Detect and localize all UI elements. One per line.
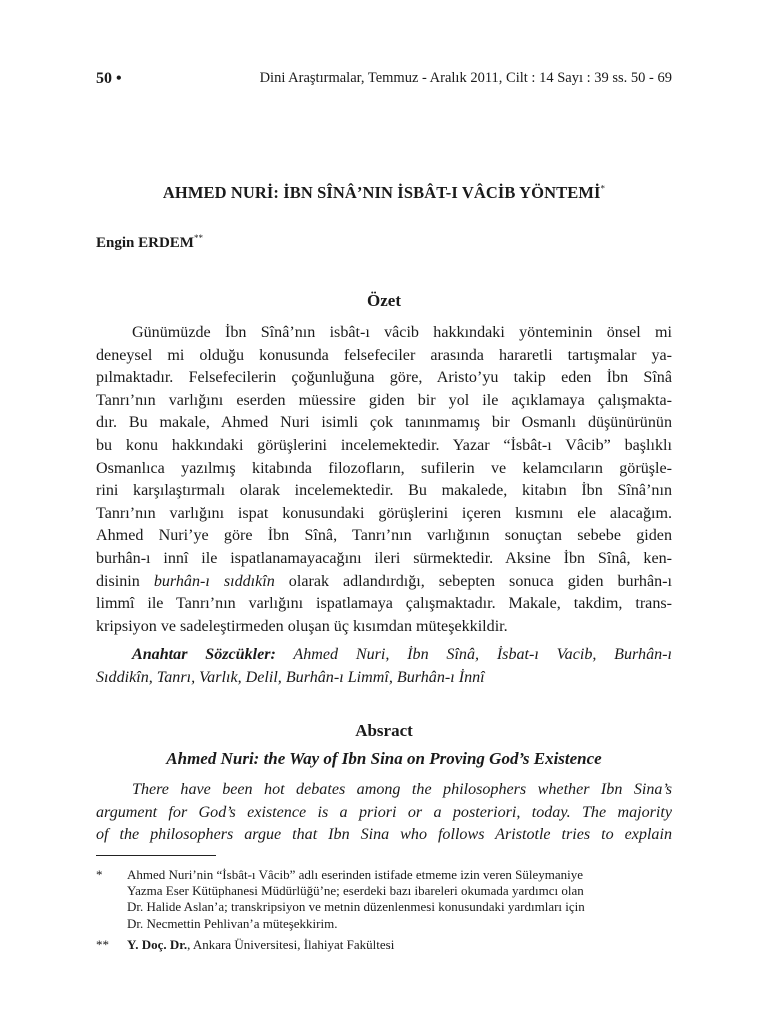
keywords	[96, 644, 672, 689]
author-name: Engin ERDEM	[96, 235, 194, 251]
footnote-mark: **	[96, 937, 109, 952]
footnote-text	[127, 867, 672, 932]
abstract-line: There have been hot debates among the philosophers whether Ibn Sina’s	[132, 781, 672, 798]
running-header	[96, 70, 672, 90]
footnote-mark: *	[96, 867, 103, 882]
ozet-line: pılmaktadır. Felsefecilerin çoğunluğuna göre, Aristo’yu takip eden İbn Sînâ	[96, 369, 672, 387]
title-footnote-mark: *	[600, 183, 606, 194]
ozet-line	[96, 571, 672, 594]
abstract-heading: Absract	[355, 721, 413, 740]
ozet-line-text: olarak adlandırdığı, sebepten sonuca giden burhân-ı	[274, 572, 673, 590]
abstract-line: of the philosophers argue that Ibn Sina who follows Aristotle tries to explain	[96, 826, 672, 844]
author-footnote-mark: **	[193, 233, 203, 243]
ozet-line: bu konu hakkındaki görüşlerini incelemektedir. Yazar “İsbât-ı Vâcib” başlıklı	[96, 436, 672, 454]
burhan-siddikin-term: burhân-ı sıddıkîn	[153, 572, 275, 590]
ozet-line: rini karşılaştırmalı olarak incelemektedir. Bu makalede, kitabın İbn Sînâ’nın	[96, 482, 672, 500]
keywords-list: Ahmed Nuri, İbn Sînâ, İsbat-ı Vacib, Burhân-ı	[293, 646, 673, 663]
ozet-body	[96, 322, 672, 638]
ozet-line: deneysel mi olduğu konusunda felsefeciler arasında hararetli tartışmalar ya-	[96, 346, 672, 364]
ozet-line: Osmanlıca yazılmış kitabında filozofların, sufilerin ve kelamcıların görüşle-	[96, 459, 672, 477]
abstract-body	[96, 779, 672, 847]
footnote-1	[96, 867, 672, 932]
ozet-line: Tanrı’nın varlığını eserden müessire giden bir yol ile açıklamaya çalışmakta-	[96, 391, 672, 409]
footnote-line: Yazma Eser Kütüphanesi Müdürlüğü’ne; eserdeki bazı ibareleri okumada yardımcı olan	[127, 883, 584, 899]
english-title: Ahmed Nuri: the Way of Ibn Sina on Proving God’s Existence	[166, 749, 602, 768]
ozet-line: limmî ile Tanrı’nın varlığını ispatlamaya çalışmaktadır. Makale, takdim, trans-	[96, 595, 672, 613]
author	[96, 235, 203, 252]
footnote-line: Dr. Halide Aslan’a; transkripsiyon ve metnin düzenlenmesi konusundaki yardımları için	[127, 899, 585, 915]
footnote-text	[127, 937, 672, 953]
ozet-line: Günümüzde İbn Sînâ’nın isbât-ı vâcib hakkındaki yönteminin önsel mi	[132, 324, 672, 341]
journal-citation: Dini Araştırmalar, Temmuz - Aralık 2011, Cilt : 14 Sayı : 39 ss. 50 - 69	[259, 70, 672, 86]
footnote-2	[96, 937, 672, 953]
ozet-line: burhân-ı innî ile ispatlanamayacağını ileri sürmektedir. Aksine İbn Sînâ, ken-	[96, 549, 672, 567]
ozet-line: kripsiyon ve sadeleştirmeden oluşan üç kısımdan müteşekkildir.	[96, 617, 508, 635]
page-number: 50 •	[96, 70, 122, 87]
keywords-label: Anahtar Sözcükler:	[132, 646, 276, 663]
footnote-line: Dr. Necmettin Pehlivan’a müteşekkirim.	[127, 915, 338, 931]
author-affiliation: , Ankara Üniversitesi, İlahiyat Fakültesi	[187, 937, 395, 952]
article-title	[96, 183, 672, 203]
article-title-text: AHMED NURİ: İBN SÎNÂ’NIN İSBÂT-I VÂCİB YÖNTEMİ	[162, 183, 601, 202]
ozet-line: Tanrı’nın varlığını ispat konusundaki görüşlerini içeren kısmını ele alacağım.	[96, 504, 672, 522]
ozet-line: dır. Bu makale, Ahmed Nuri isimli çok tanınmamış bir Osmanlı düşünürünün	[96, 414, 672, 432]
keywords-line: Sıddikîn, Tanrı, Varlık, Delil, Burhân-ı Limmî, Burhân-ı İnnî	[96, 668, 485, 686]
footnote-line: Ahmed Nuri’nin “İsbât-ı Vâcib” adlı eserinden istifade etmeme izin veren Süleymaniye	[127, 867, 584, 882]
ozet-line: Ahmed Nuri’ye göre İbn Sînâ, Tanrı’nın varlığının sonuçtan sebebe giden	[96, 527, 672, 545]
footnote-divider	[96, 855, 216, 856]
ozet-line-text: disinin	[96, 572, 154, 590]
ozet-heading: Özet	[367, 291, 401, 310]
abstract-line: argument for God’s existence is a priori or a posteriori, today. The majority	[96, 803, 672, 821]
author-title: Y. Doç. Dr.	[127, 937, 188, 952]
keywords-line	[96, 644, 672, 667]
